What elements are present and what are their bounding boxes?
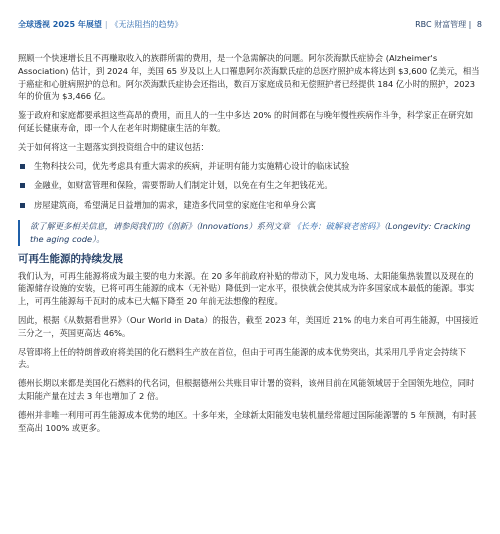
header-left [18, 18, 183, 32]
page-separator: | [468, 20, 472, 29]
square-bullet-icon [20, 164, 25, 169]
header-separator: | [104, 20, 108, 29]
page-header [18, 18, 482, 32]
paragraph-portfolio-intro: 关于如何将这一主题落实到投资组合中的建议包括： [18, 141, 209, 152]
section-heading-renewables: 可再生能源的持续发展 [18, 252, 123, 265]
report-subtitle: 《无法阻挡的趋势》 [110, 20, 183, 29]
paragraph-renewables-share: 因此，根据《从数据看世界》（Our World in Data）的报告，截至 2023 年，美国近 21% 的电力来自可再生能源，中国接近三分之一，英国更高达 46%。 [18, 314, 479, 338]
investment-suggestions-list [18, 160, 480, 212]
list-item [18, 199, 480, 212]
brand-name: RBC 财富管理 [415, 20, 467, 29]
document-body [18, 52, 480, 440]
paragraph-healthspan: 鉴于政府和家庭都要承担这些高昂的费用，而且人的一生中多达 20% 的时间都在与晚年慢性疾病作斗争，科学家正在研究如何延长健康寿命，即一个人在老年时期健康生活的年数。 [18, 110, 474, 133]
paragraph-renewables-primary-source: 我们认为，可再生能源将成为最主要的电力来源。在 20 多年前政府补贴的带动下，风力发电场、太阳能集热装置以及现在的能源储存设施的安装，已将可再生能源的成本（无补贴）降低到一定水平，很快就会使其成为许多国家成本最低的能源。事实上，可再生能源每千瓦时的成本已大幅下降至 20 年前无法想像的程度。 [18, 270, 475, 307]
list-item [18, 160, 480, 173]
paragraph-texas-wind: 德州长期以来都是美国化石燃料的代名词，但根据德州公共账目审计署的资料，该州目前在风能领域居于全国领先地位，同时太阳能产量在过去 3 年也增加了 2 倍。 [18, 378, 475, 401]
callout-text-end: （Longevity: Cracking the aging code）。 [30, 220, 471, 244]
list-item [18, 179, 480, 192]
header-right [415, 18, 482, 32]
callout-text: 欲了解更多相关信息，请参阅我们的《创新》（Innovations）系列文章 [30, 220, 290, 231]
page-number: 8 [476, 20, 482, 29]
report-title: 全球透视 2025 年展望 [18, 20, 102, 29]
list-item-text: 金融业，如财富管理和保险，需要帮助人们制定计划，以免在有生之年把钱花光。 [34, 180, 333, 191]
paragraph-global-solar: 德州并非唯一利用可再生能源成本优势的地区。十多年来，全球新太阳能发电装机量经常超过国际能源署的 5 年预测，有时甚至高出 100% 或更多。 [18, 409, 477, 433]
square-bullet-icon [20, 183, 25, 188]
list-item-text: 房屋建筑商，希望满足日益增加的需求，建造多代同堂的家庭住宅和单身公寓 [34, 200, 317, 211]
related-reading-callout [18, 220, 480, 246]
longevity-article-link[interactable]: 《长寿：破解衰老密码》 [292, 220, 384, 231]
square-bullet-icon [20, 203, 25, 208]
paragraph-alzheimers-cost: 照顾一个快速增长且不再赚取收入的族群所需的费用，是一个急需解决的问题。阿尔茨海默氏症协会 (Alzheimer's Association) 估计，到 2024 年，美国 65 岁及以上人口罹患阿尔茨海默氏症的总医疗照护成本将达到 $3,600 亿美元，相当于癌症和心脏病照护的总和。阿尔茨海默氏症协会还指出，数百万家庭成员和无偿照护者已经提供 184 亿小时的照护，2023 年的价值为 $3,466 亿。 [18, 53, 480, 102]
paragraph-trump-administration: 尽管即将上任的特朗普政府将美国的化石燃料生产放在首位，但由于可再生能源的成本优势突出，其采用几乎肯定会持续下去。 [18, 346, 467, 370]
list-item-text: 生物科技公司，优先考虑具有重大需求的疾病，并证明有能力实施精心设计的临床试验 [34, 160, 350, 171]
